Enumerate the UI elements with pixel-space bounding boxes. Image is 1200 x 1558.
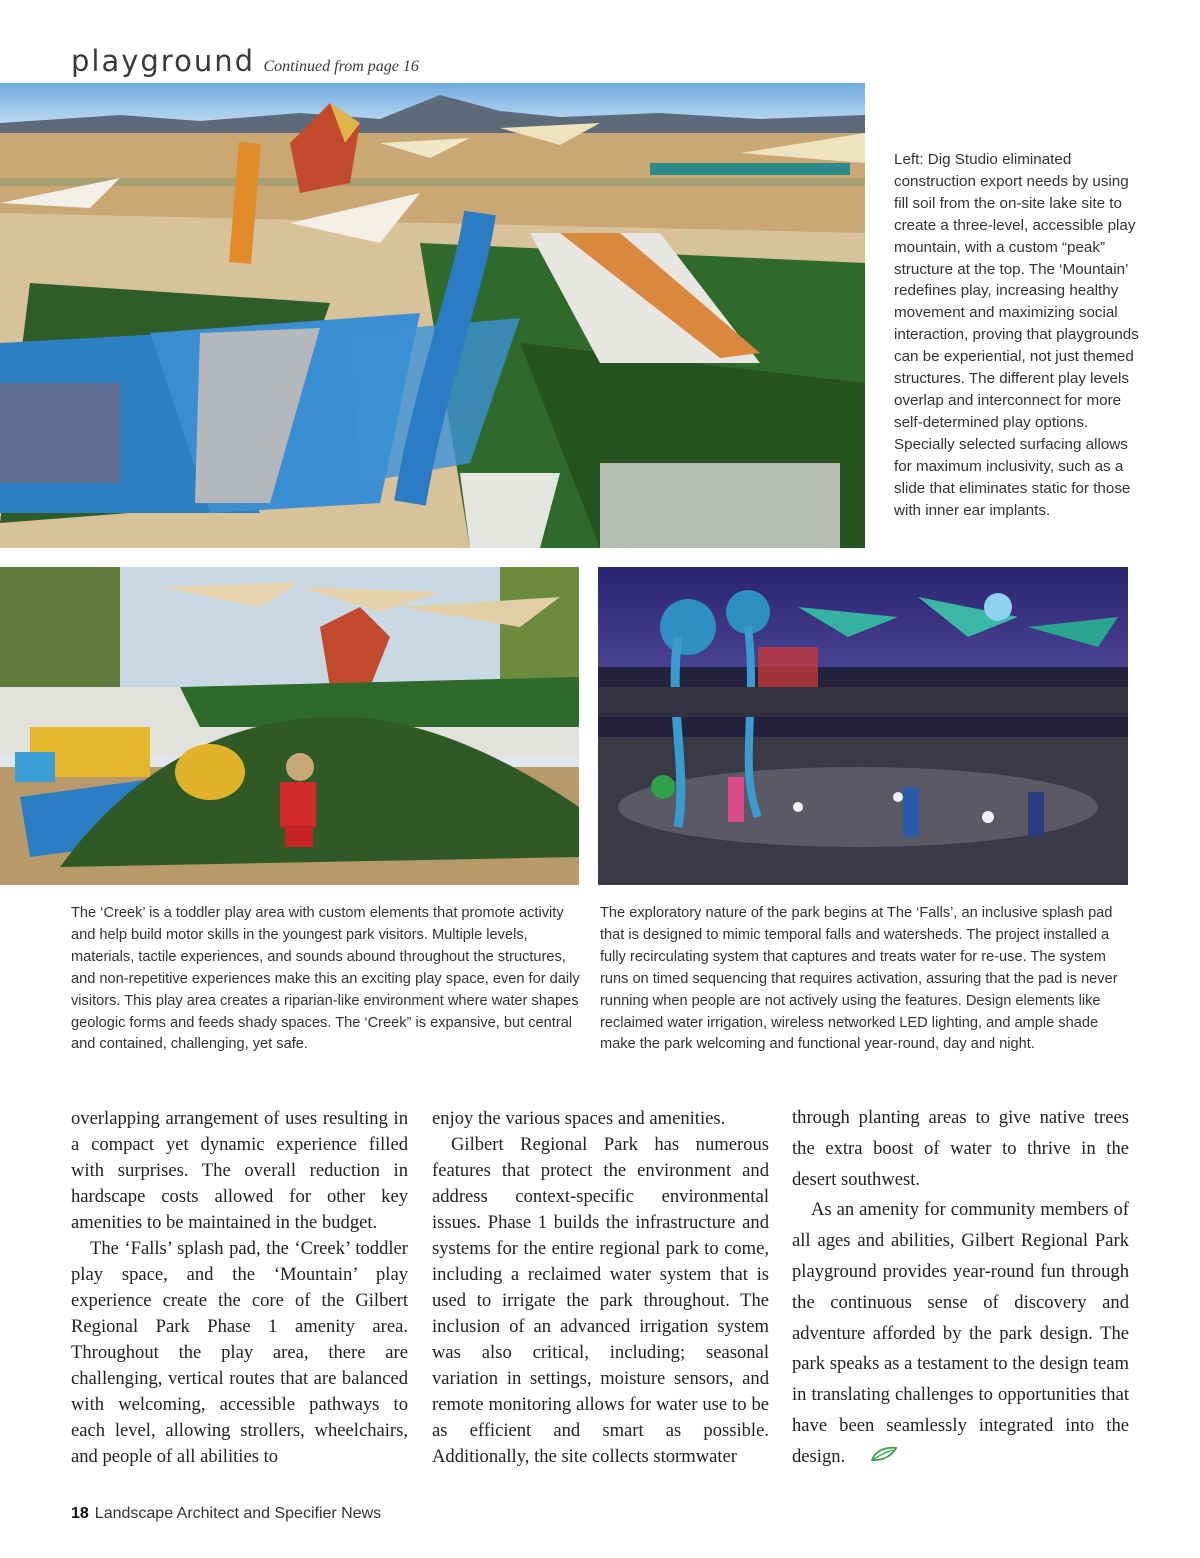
continued-note: Continued from page 16	[263, 58, 419, 75]
paragraph: enjoy the various spaces and amenities.	[432, 1108, 726, 1129]
caption-falls: The exploratory nature of the park begins at The ‘Falls’, an inclusive splash pad that is designed to mimic temporal falls and watersheds. The project installed a fully recirculating system that captures and treats water for re-use. The system runs on timed sequencing that requires activation, assuring that the pad is never running when people are not actively using the features. Design elements like reclaimed water irrigation, wireless networked LED lighting, and ample shade make the park welcoming and functional year-round, day and night.	[600, 905, 1118, 1053]
article-column-1	[71, 1106, 408, 1470]
photo-creek-toddler-area	[0, 567, 579, 885]
leaf-icon	[851, 1442, 898, 1473]
page-footer	[71, 1505, 381, 1523]
caption-mountain: Left: Dig Studio eliminated construction export needs by using fill soil from the on-site lake site to create a three-level, accessible play mountain, with a custom “peak” structure at the top. The ‘Mountain’ redefines play, increasing healthy movement and maximizing social interaction, proving that playgrounds can be experiential, not just themed structures. The different play levels overlap and interconnect for more self-determined play options. Specially selected surfacing allows for maximum inclusivity, such as a slide that eliminates static for those with inner ear implants.	[894, 151, 1139, 519]
photo-play-mountain	[0, 83, 865, 548]
caption-creek: The ‘Creek’ is a toddler play area with custom elements that promote activity and help build motor skills in the youngest park visitors. Multiple levels, materials, tactile experiences, and sounds abound throughout the structures, and non-repetitive experiences make this an exciting play space, even for daily visitors. This play area creates a riparian-like environment where water shapes geologic forms and feeds shady spaces. The ‘Creek” is expansive, but central and contained, challenging, yet safe.	[71, 905, 580, 1053]
publication-name: Landscape Architect and Specifier News	[94, 1505, 382, 1522]
paragraph: The ‘Falls’ splash pad, the ‘Creek’ toddler play space, and the ‘Mountain’ play experience create the core of the Gilbert Regional Park Phase 1 amenity area. Throughout the play area, there are challenging, vertical routes that are balanced with welcoming, accessible pathways to each level, allowing strollers, wheelchairs, and people of all abilities to	[71, 1238, 408, 1467]
section-title: playground	[71, 44, 256, 78]
paragraph-final	[792, 1195, 1129, 1473]
paragraph-text: As an amenity for community members of all ages and abilities, Gilbert Regional Park playground provides year-round fun through the continuous sense of discovery and adventure afforded by the park design. The park speaks as a testament to the design team in translating challenges to opportunities that have been seamlessly integrated into the design.	[792, 1199, 1129, 1467]
paragraph: overlapping arrangement of uses resulting in a compact yet dynamic experience filled with surprises. The overall reduction in hardscape costs allowed for other key amenities to be maintained in the budget.	[71, 1108, 408, 1233]
photo-falls-splash-pad	[598, 567, 1128, 885]
paragraph: Gilbert Regional Park has numerous features that protect the environment and address context-specific environmental issues. Phase 1 builds the infrastructure and systems for the entire regional park to come, including a reclaimed water system that is used to irrigate the park throughout. The inclusion of an advanced irrigation system was also critical, including; seasonal variation in settings, moisture sensors, and remote monitoring allows for water use to be as efficient and smart as possible. Additionally, the site collects stormwater	[432, 1134, 769, 1467]
article-column-2	[432, 1106, 769, 1470]
page-header	[71, 44, 419, 84]
page-number: 18	[71, 1505, 89, 1522]
paragraph: through planting areas to give native trees the extra boost of water to thrive in the desert southwest.	[792, 1107, 1129, 1190]
article-column-3	[792, 1103, 1129, 1473]
